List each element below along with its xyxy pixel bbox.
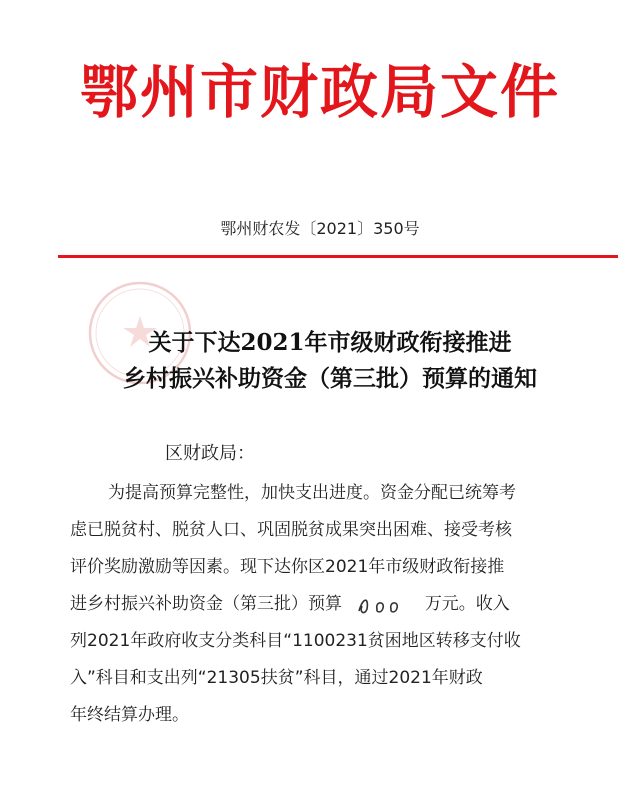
notice-title-line-1: 关于下达2021年市级财政衔接推进 — [148, 329, 512, 356]
body-line: 列2021年政府收支分类科目“1100231贫困地区转移支付收 — [70, 631, 521, 651]
notice-title-line-2: 乡村振兴补助资金（第三批）预算的通知 — [123, 365, 537, 392]
body-line-amount — [70, 586, 590, 623]
salutation: 区财政局： — [165, 443, 255, 464]
body-paragraph — [70, 475, 590, 734]
body-line: 入”科目和支出列“21305扶贫”科目，通过2021年财政 — [70, 668, 483, 688]
body-line: 评价奖励激励等因素。现下达你区2021年市级财政衔接推 — [70, 557, 505, 577]
body-line: 年终结算办理。 — [70, 705, 189, 725]
body-line: 虑已脱贫村、脱贫人口、巩固脱贫成果突出困难、接受考核 — [70, 520, 512, 540]
notice-title — [60, 325, 600, 397]
body-line: 为提高预算完整性，加快支出进度。资金分配已统筹考 — [108, 483, 516, 503]
body-line-4-suffix: 万元。收入 — [424, 594, 510, 614]
issuer-header-title: 鄂州市财政局文件 — [79, 58, 560, 126]
handwritten-amount-icon — [353, 591, 413, 617]
document-number: 鄂州财农发〔2021〕350号 — [220, 219, 420, 238]
red-divider-rule — [58, 255, 618, 258]
body-line-4-prefix: 进乡村振兴补助资金（第三批）预算 — [70, 594, 342, 614]
handwritten-amount — [353, 591, 413, 617]
